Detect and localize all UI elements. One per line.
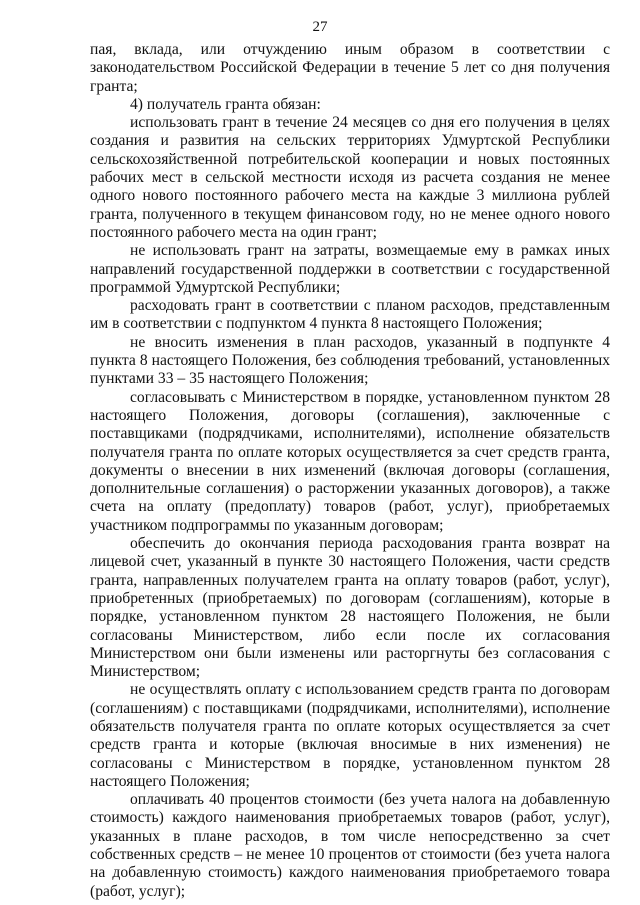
paragraph: не осуществлять оплату с использованием средств гранта по договорам (соглашениям) с поставщиками (подрядчиками, исполнителями), исполнение обязательств получателя гранта по оплате которых осуществляется за счет средств гранта и которые (включая вносимые в них изменения) не согласованы с Министерством в порядке, установленном пунктом 28 настоящего Положения; bbox=[90, 681, 610, 790]
paragraph: оплачивать 40 процентов стоимости (без учета налога на добавленную стоимость) каждого наименования приобретаемых товаров (работ, услуг), указанных в плане расходов, в том числе непосредственно за счет собственных средств – не менее 10 процентов от стоимости (без учета налога на добавленную стоимость) каждого наименования приобретаемого товара (работ, услуг); bbox=[90, 791, 610, 900]
page-number: 27 bbox=[312, 19, 328, 35]
paragraph: пая, вклада, или отчуждению иным образом в соответствии с законодательством Российской Федерации в течение 5 лет со дня получения гранта; bbox=[90, 41, 610, 95]
document-body bbox=[90, 41, 610, 901]
paragraph: согласовывать с Министерством в порядке, установленном пунктом 28 настоящего Положения, договоры (соглашения), заключенные с поставщиками (подрядчиками, исполнителями), исполнение обязательств получателя гранта по оплате которых осуществляется за счет средств гранта, документы о внесении в них изменений (включая договоры (соглашения, дополнительные соглашения) о расторжении указанных договоров), а также счета на оплату (предоплату) товаров (работ, услуг), приобретаемых участником подпрограммы по указанным договорам; bbox=[90, 388, 610, 534]
paragraph: использовать грант в течение 24 месяцев со дня его получения в целях создания и развития на сельских территориях Удмуртской Республики сельскохозяйственной потребительской кооперации и новых постоянных рабочих мест в сельской местности исходя из расчета создания не менее одного нового постоянного рабочего места на каждые 3 миллиона рублей гранта, полученного в текущем финансовом году, но не менее одного нового постоянного рабочего места на один грант; bbox=[90, 114, 610, 241]
paragraph: обеспечить до окончания периода расходования гранта возврат на лицевой счет, указанный в пункте 30 настоящего Положения, части средств гранта, направленных получателем гранта на оплату товаров (работ, услуг), приобретенных (приобретаемых) по договорам (соглашениям), которые в порядке, установленном пунктом 28 настоящего Положения, не были согласованы Министерством, либо если после их согласования Министерством они были изменены или расторгнуты без согласования с Министерством; bbox=[90, 535, 610, 681]
paragraph: не использовать грант на затраты, возмещаемые ему в рамках иных направлений государственной поддержки в соответствии с государственной программой Удмуртской Республики; bbox=[90, 242, 610, 296]
paragraph: расходовать грант в соответствии с планом расходов, представленным им в соответствии с подпунктом 4 пункта 8 настоящего Положения; bbox=[90, 297, 610, 333]
paragraph: 4) получатель гранта обязан: bbox=[130, 95, 321, 113]
paragraph: не вносить изменения в план расходов, указанный в подпункте 4 пункта 8 настоящего Положения, без соблюдения требований, установленных пунктами 33 – 35 настоящего Положения; bbox=[90, 333, 610, 388]
